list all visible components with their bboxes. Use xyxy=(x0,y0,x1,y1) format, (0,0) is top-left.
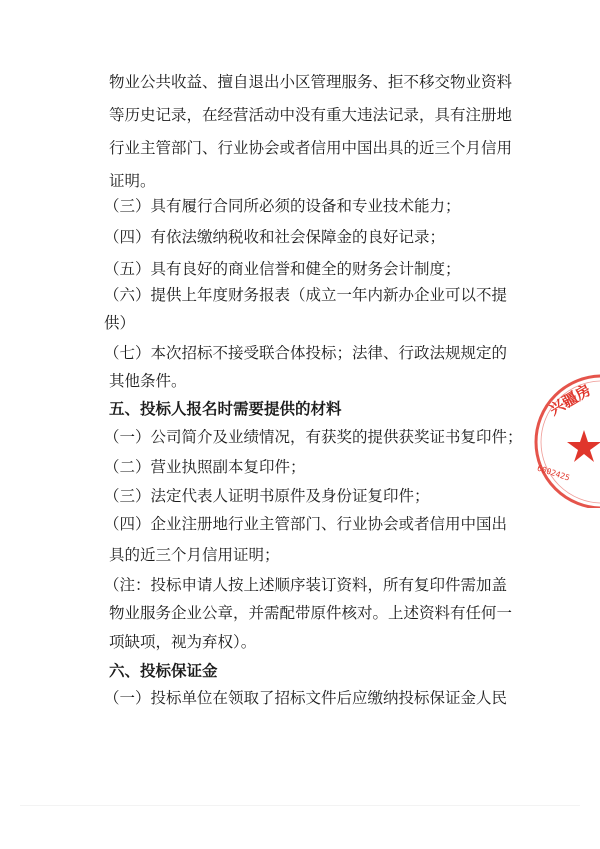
text-line: 行业主管部门、行业协会或者信用中国出具的近三个月信用 xyxy=(109,139,513,157)
text-line: （五）具有良好的商业信誉和健全的财务会计制度； xyxy=(104,260,461,278)
seal-text-bottom: 6002425 xyxy=(535,463,571,483)
text-line: （六）提供上年度财务报表（成立一年内新办企业可以不提 xyxy=(104,286,508,304)
section-heading: 六、投标保证金 xyxy=(109,662,218,680)
text-line: 其他条件。 xyxy=(109,372,187,390)
section-heading: 五、投标人报名时需要提供的材料 xyxy=(109,400,342,418)
text-line: 供） xyxy=(104,314,136,332)
text-line: 物业公共收益、擅自退出小区管理服务、拒不移交物业资料 xyxy=(109,73,513,91)
text-line: （四）企业注册地行业主管部门、行业协会或者信用中国出 xyxy=(104,515,508,533)
text-line: （一）公司简介及业绩情况，有获奖的提供获奖证书复印件； xyxy=(104,428,523,446)
text-line: （四）有依法缴纳税收和社会保障金的良好记录； xyxy=(104,228,446,246)
page-edge-line xyxy=(20,805,580,806)
text-line: 等历史记录，在经营活动中没有重大违法记录，具有注册地 xyxy=(109,106,513,124)
text-line: 具的近三个月信用证明； xyxy=(109,546,280,564)
text-line: 项缺项，视为弃权）。 xyxy=(109,633,257,651)
text-line: （一）投标单位在领取了招标文件后应缴纳投标保证金人民 xyxy=(104,689,508,707)
text-line: （二）营业执照副本复印件； xyxy=(104,458,306,476)
seal-text-top: 兴疆房 xyxy=(546,380,595,419)
text-line: 物业服务企业公章，并需配带原件核对。上述资料有任何一 xyxy=(109,604,513,622)
text-line: （注：投标申请人按上述顺序装订资料，所有复印件需加盖 xyxy=(104,576,508,594)
text-line: （三）法定代表人证明书原件及身份证复印件； xyxy=(104,487,430,505)
text-line: （三）具有履行合同所必须的设备和专业技术能力； xyxy=(104,197,461,215)
text-line: 证明。 xyxy=(109,172,156,190)
text-line: （七）本次招标不接受联合体投标；法律、行政法规规定的 xyxy=(104,344,508,362)
